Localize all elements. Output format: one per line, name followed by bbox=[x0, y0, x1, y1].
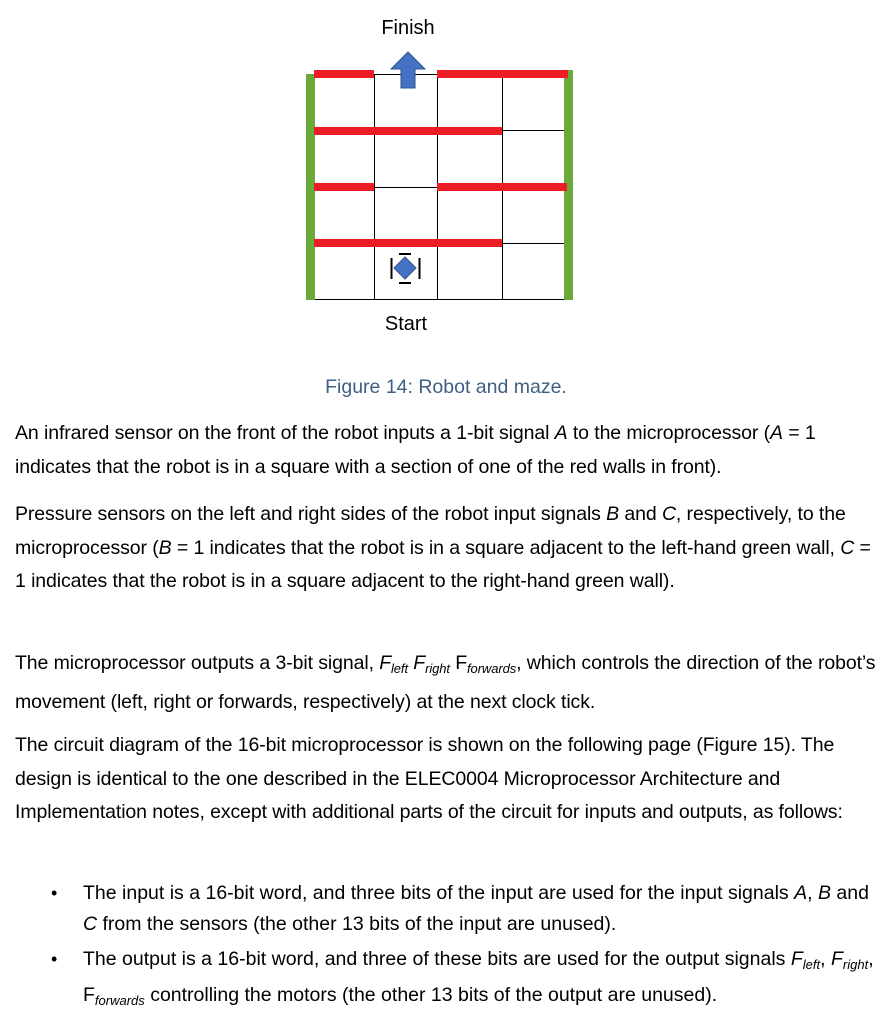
red-wall bbox=[437, 70, 568, 78]
finish-label: Finish bbox=[381, 17, 435, 39]
red-wall bbox=[314, 183, 374, 191]
paragraph-microprocessor-outputs: The microprocessor outputs a 3-bit signal, $F_{left}$ $F_{right}$ $F_{forwards}$, which controls the direction of the robot’s movement (left, right or forwards, respectively) at the next clock tick. bbox=[15, 652, 876, 713]
bullet-list bbox=[15, 878, 880, 1020]
start-label: Start bbox=[384, 313, 428, 335]
paragraph-infrared-sensor: An infrared sensor on the front of the robot inputs a 1-bit signal A to the microprocessor (A = 1 indicates that the robot is in a square with a section of one of the red walls in front). bbox=[15, 422, 816, 478]
robot-icon bbox=[392, 254, 420, 283]
red-wall bbox=[437, 183, 567, 191]
list-item: • The input is a 16-bit word, and three bits of the input are used for the input signals A, B and C from the sensors (the other 13 bits of the input are unused). bbox=[15, 878, 880, 940]
bullet-icon: • bbox=[51, 883, 58, 903]
red-wall bbox=[314, 70, 374, 78]
red-wall bbox=[314, 127, 502, 135]
finish-arrow-icon bbox=[391, 52, 425, 88]
figure-caption: Figure 14: Robot and maze. bbox=[325, 376, 567, 398]
left-green-wall bbox=[306, 74, 315, 300]
red-walls bbox=[314, 70, 568, 247]
red-wall bbox=[314, 239, 502, 247]
paragraph-circuit-diagram: The circuit diagram of the 16-bit microprocessor is shown on the following page (Figure 15). The design is identical to the one described in the ELEC0004 Microprocessor Architecture and Implementation notes, except with additional parts of the circuit for inputs and outputs, as follows: bbox=[15, 734, 843, 823]
bullet-icon: • bbox=[51, 949, 58, 969]
paragraph-pressure-sensors: Pressure sensors on the left and right sides of the robot input signals B and C, respectively, to the microprocessor (B = 1 indicates that the robot is in a square adjacent to the left-hand green wall, C = 1 indicates that the robot is in a square adjacent to the right-hand green wall). bbox=[15, 503, 871, 592]
list-item: • The output is a 16-bit word, and three of these bits are used for the output signals $F_{left}$, $F_{right}$, $F_{forwards}$ controlling the motors (the other 13 bits of the output are unused). bbox=[15, 944, 880, 1016]
maze-diagram bbox=[0, 0, 892, 320]
